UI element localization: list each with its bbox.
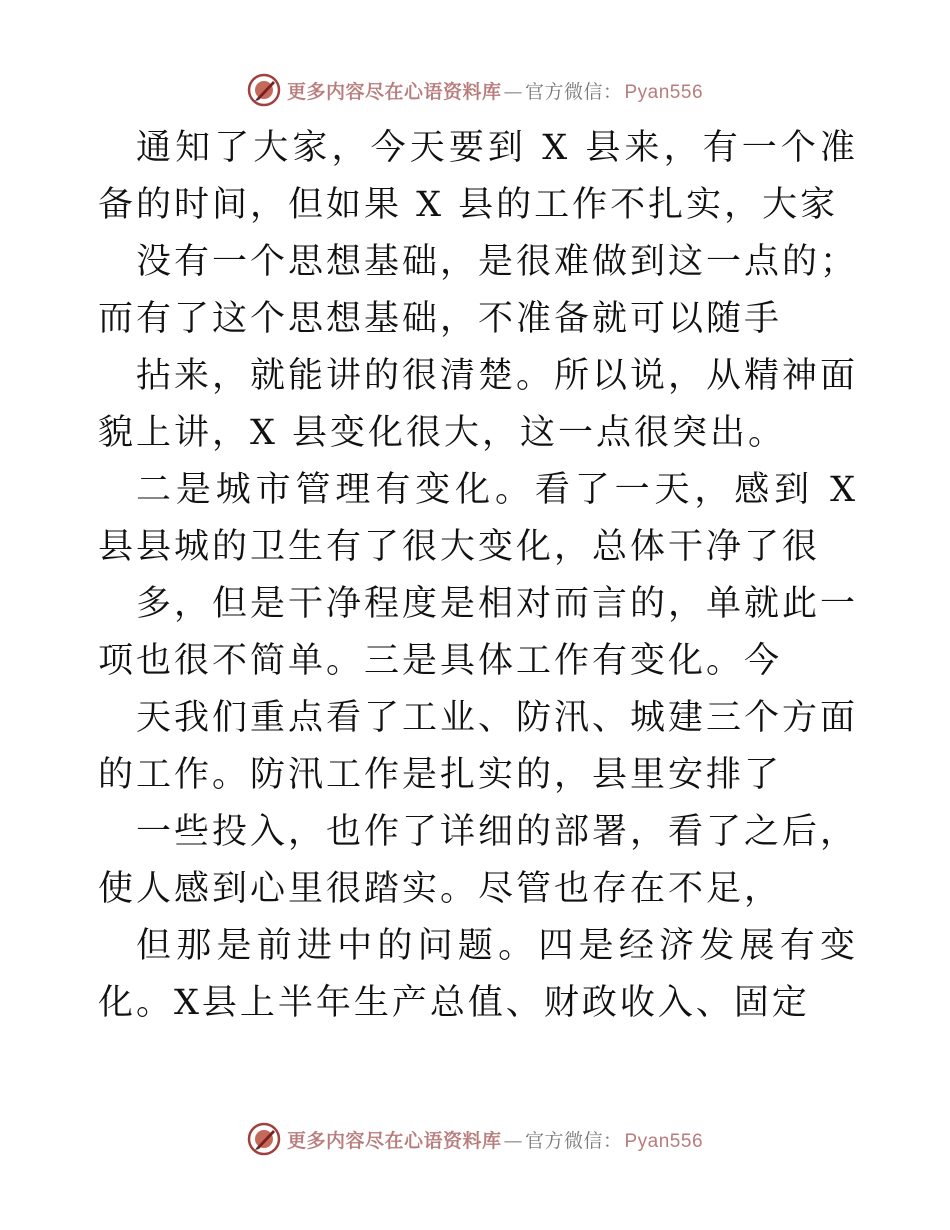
watermark-official-label: 官方微信： <box>524 80 623 103</box>
footer-watermark <box>0 1119 950 1159</box>
watermark-dash: — <box>503 1129 523 1152</box>
watermark-dash: — <box>503 80 523 103</box>
watermark-account: Pyan556 <box>624 81 704 103</box>
paragraph-6: 天我们重点看了工业、防汛、城建三个方面的工作。防汛工作是扎实的，县里安排了 <box>98 698 859 795</box>
paragraph-2: 没有一个思想基础，是很难做到这一点的；而有了这个思想基础，不准备就可以随手 <box>98 242 859 339</box>
watermark-site-name: 更多内容尽在心语资料库 <box>286 80 502 103</box>
paragraph-4: 二是城市管理有变化。看了一天，感到 X 县县城的卫生有了很大变化，总体干净了很 <box>98 470 858 567</box>
paragraph-3: 拈来，就能讲的很清楚。所以说，从精神面貌上讲，X 县变化很大，这一点很突出。 <box>98 356 859 453</box>
watermark-site-name: 更多内容尽在心语资料库 <box>286 1129 502 1152</box>
pen-logo-icon <box>247 73 281 107</box>
document-body <box>98 120 858 1032</box>
pen-logo-icon <box>247 1122 281 1156</box>
header-watermark <box>0 70 950 110</box>
watermark-official-label: 官方微信： <box>524 1129 623 1152</box>
paragraph-8: 但那是前进中的问题。四是经济发展有变化。X县上半年生产总值、财政收入、固定 <box>98 926 858 1023</box>
paragraph-5: 多，但是干净程度是相对而言的，单就此一项也很不简单。三是具体工作有变化。今 <box>98 584 859 681</box>
watermark-account: Pyan556 <box>624 1130 704 1152</box>
paragraph-7: 一些投入，也作了详细的部署，看了之后，使人感到心里很踏实。尽管也存在不足， <box>98 812 859 909</box>
paragraph-1: 通知了大家，今天要到 X 县来，有一个准备的时间，但如果 X 县的工作不扎实，大家 <box>98 128 858 225</box>
